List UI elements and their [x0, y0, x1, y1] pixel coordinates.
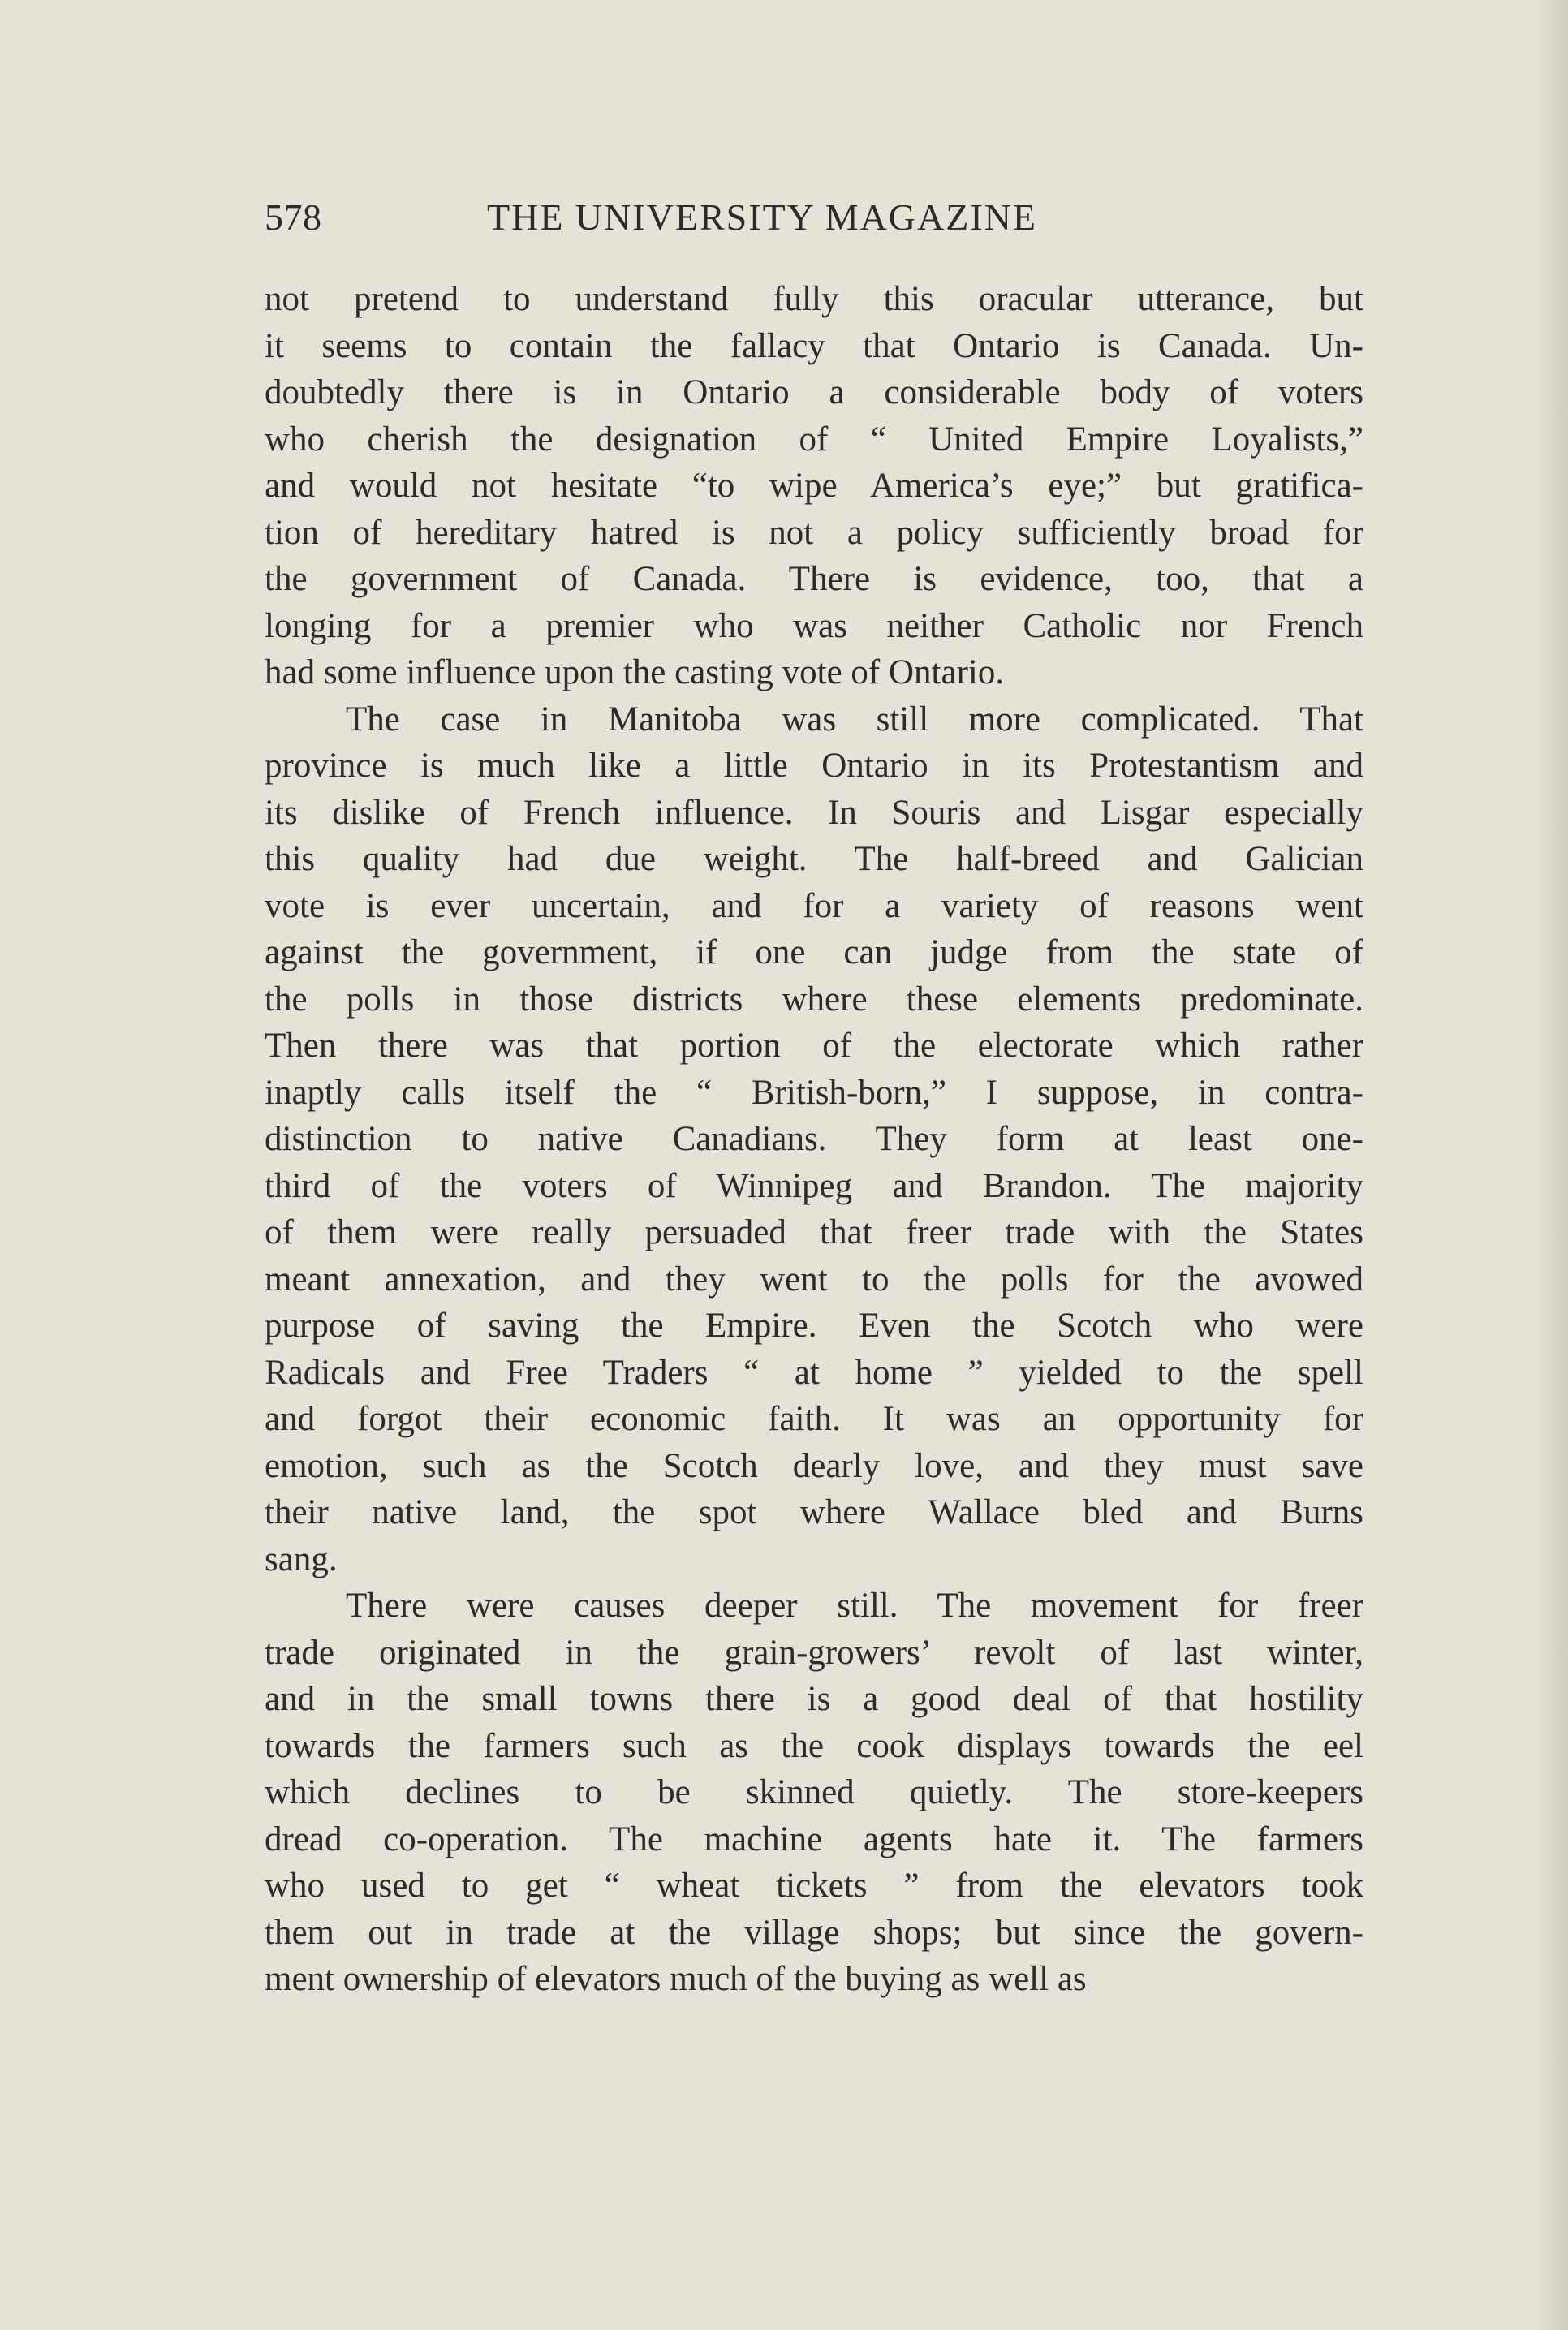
text-line: sang.: [265, 1540, 338, 1578]
text-line: Then there was that portion of the electorate which rather: [265, 1027, 1363, 1065]
text-line: towards the farmers such as the cook displays towards the eel: [265, 1726, 1363, 1765]
text-line: not pretend to understand fully this oracular utterance, but: [265, 280, 1363, 318]
text-line: the government of Canada. There is evidence, too, that a: [265, 560, 1363, 598]
text-line: purpose of saving the Empire. Even the Scotch who were: [265, 1307, 1363, 1345]
text-line: who cherish the designation of “ United Empire Loyalists,”: [265, 420, 1363, 459]
text-line: dread co-operation. The machine agents hate it. The farmers: [265, 1820, 1363, 1858]
text-line: which declines to be skinned quietly. The store-keepers: [265, 1773, 1363, 1811]
text-line: trade originated in the grain-growers’ revolt of last winter,: [265, 1633, 1363, 1672]
running-head: THE UNIVERSITY MAGAZINE: [487, 196, 1037, 238]
text-line: distinction to native Canadians. They form at least one-: [265, 1120, 1363, 1158]
text-line: its dislike of French influence. In Souris and Lisgar especially: [265, 793, 1363, 832]
text-line: who used to get “ wheat tickets ” from the elevators took: [265, 1867, 1363, 1905]
text-line: ment ownership of elevators much of the buying as well as: [265, 1960, 1087, 1998]
text-line: third of the voters of Winnipeg and Brandon. The majority: [265, 1166, 1363, 1205]
text-line: and in the small towns there is a good deal of that hostility: [265, 1680, 1363, 1718]
text-line: tion of hereditary hatred is not a policy sufficiently broad for: [265, 513, 1363, 552]
text-line: their native land, the spot where Wallace bled and Burns: [265, 1493, 1363, 1531]
text-line: and would not hesitate “to wipe America’s eye;” but gratifica-: [265, 467, 1363, 505]
text-line: the polls in those districts where these elements predominate.: [265, 980, 1363, 1019]
text-line: inaptly calls itself the “ British-born,” I suppose, in contra-: [265, 1073, 1363, 1112]
text-line: it seems to contain the fallacy that Ontario is Canada. Un-: [265, 326, 1363, 365]
text-line: against the government, if one can judge from the state of: [265, 933, 1363, 971]
page-number: 578: [265, 196, 322, 238]
text-line: had some influence upon the casting vote of Ontario.: [265, 653, 1005, 691]
text-line: doubtedly there is in Ontario a considerable body of voters: [265, 373, 1363, 411]
text-line: them out in trade at the village shops; but since the govern-: [265, 1913, 1363, 1952]
text-line: meant annexation, and they went to the polls for the avowed: [265, 1260, 1363, 1299]
paragraph: [265, 696, 1363, 1583]
text-line: longing for a premier who was neither Catholic nor French: [265, 606, 1363, 645]
text-line: this quality had due weight. The half-breed and Galician: [265, 840, 1363, 878]
page-header: [265, 193, 1368, 242]
paragraph: [265, 276, 1363, 696]
text-line: The case in Manitoba was still more complicated. That: [346, 700, 1363, 739]
page-edge-shadow: [1536, 0, 1568, 2330]
paragraph: [265, 1583, 1363, 2003]
text-line: vote is ever uncertain, and for a variety of reasons went: [265, 886, 1363, 925]
text-line: of them were really persuaded that freer trade with the States: [265, 1213, 1363, 1251]
text-line: province is much like a little Ontario in its Protestantism and: [265, 747, 1363, 785]
text-line: There were causes deeper still. The movement for freer: [346, 1587, 1363, 1625]
text-line: and forgot their economic faith. It was an opportunity for: [265, 1400, 1363, 1438]
text-line: emotion, such as the Scotch dearly love, and they must save: [265, 1446, 1363, 1485]
text-line: Radicals and Free Traders “ at home ” yielded to the spell: [265, 1353, 1363, 1392]
body-text: [265, 276, 1363, 2003]
